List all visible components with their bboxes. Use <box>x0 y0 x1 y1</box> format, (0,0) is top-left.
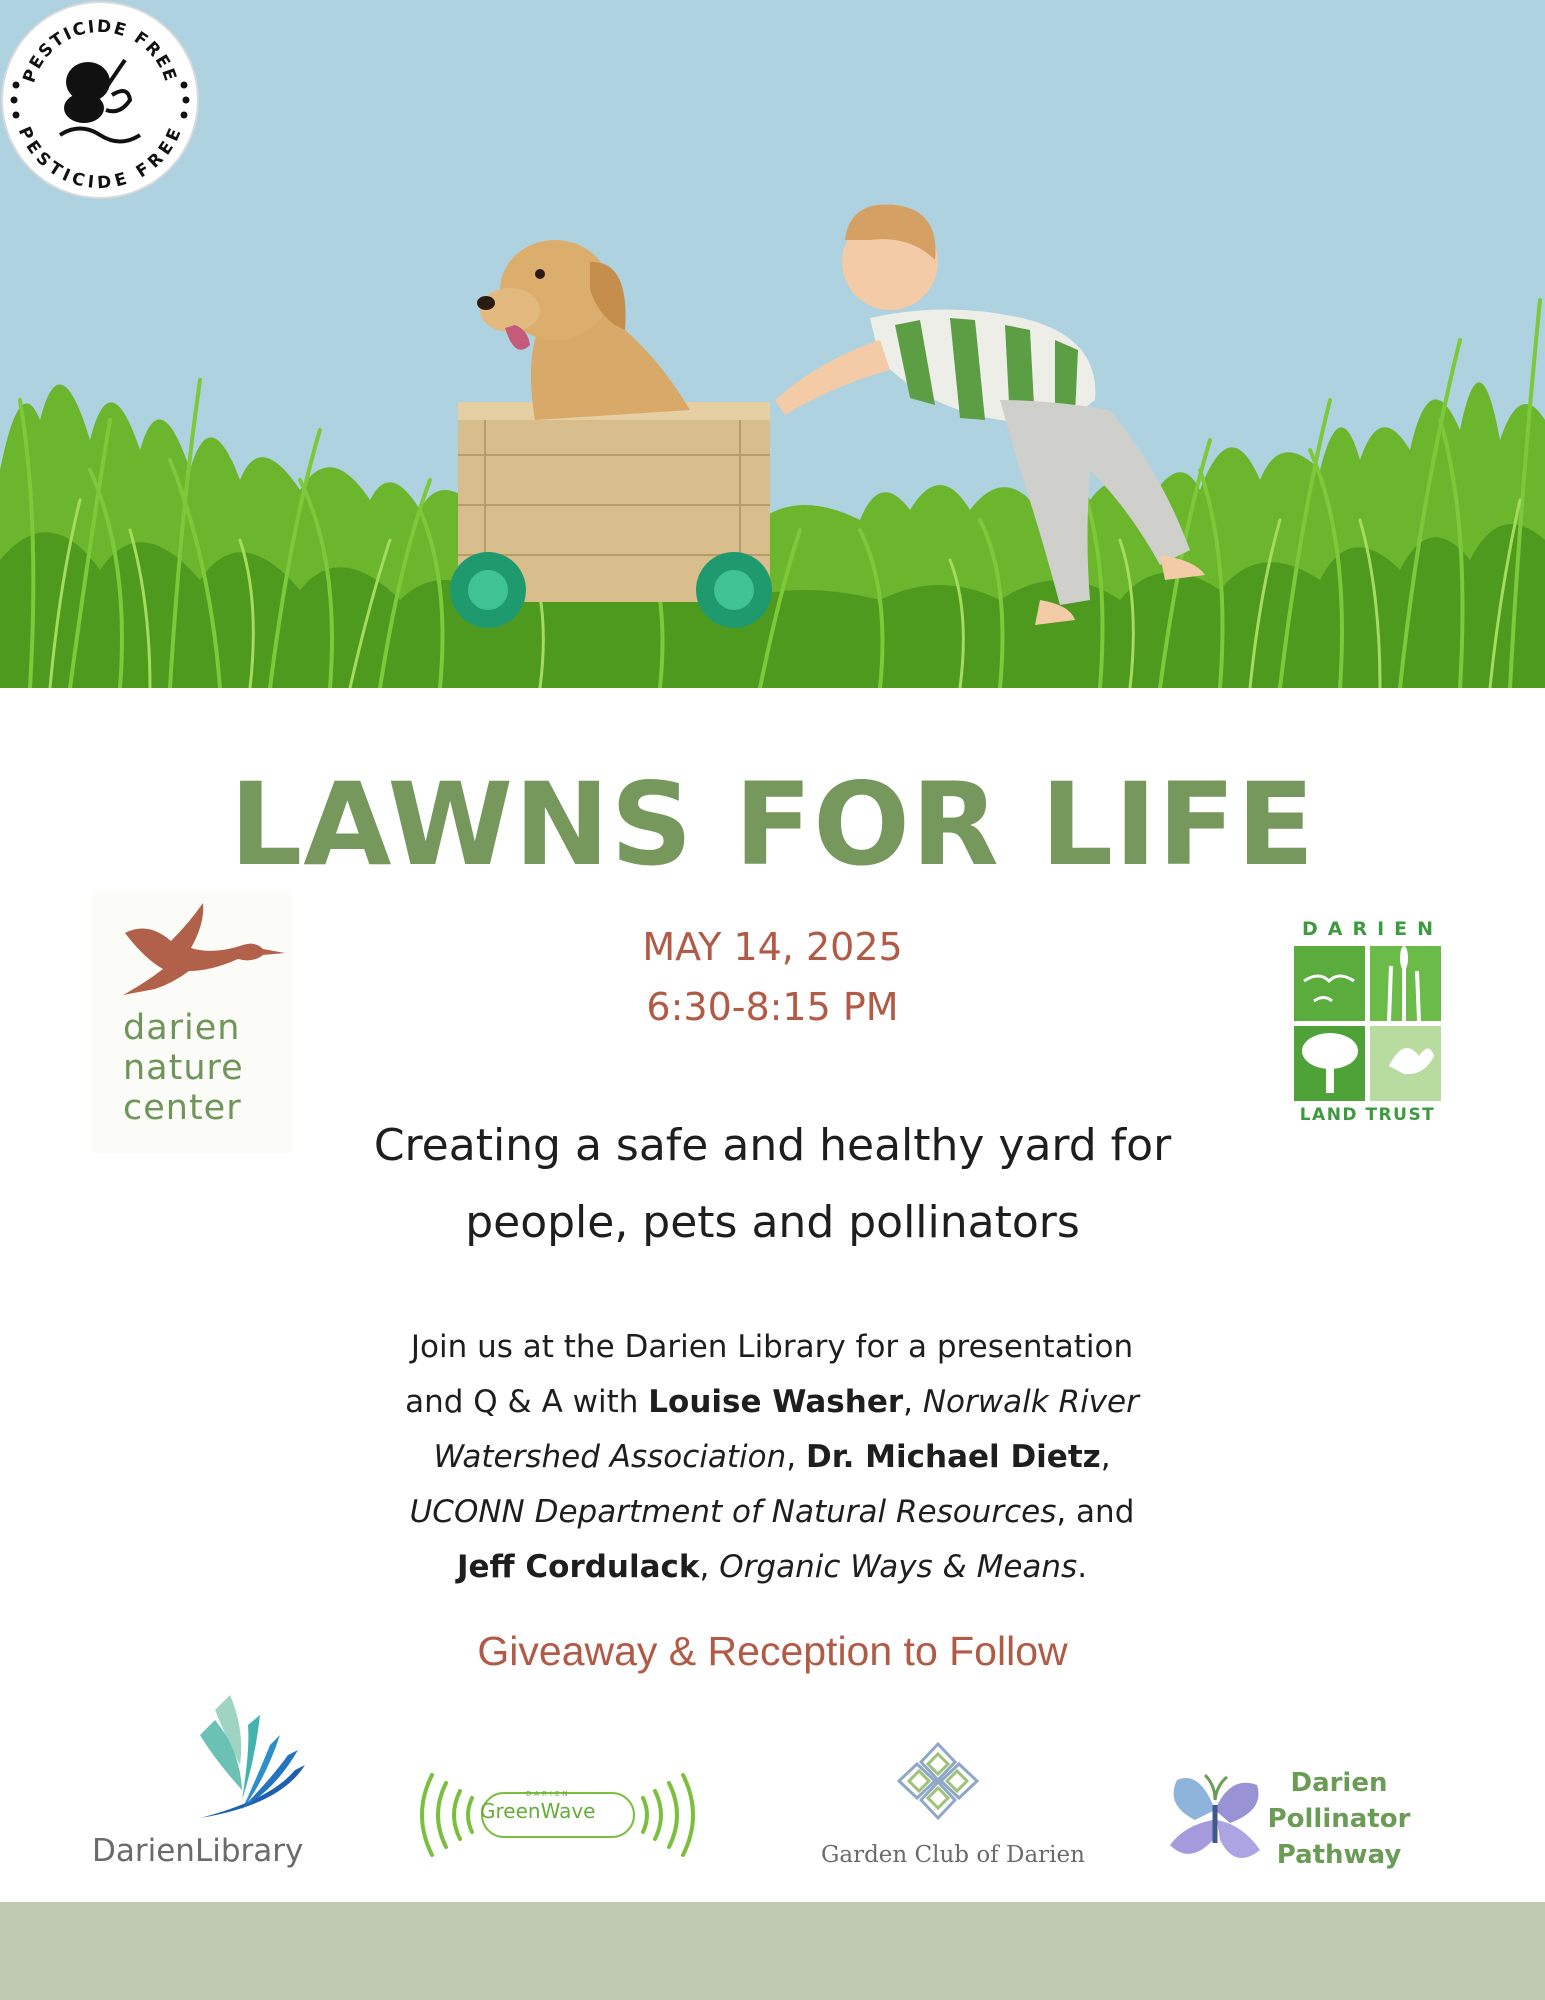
darien-library-name: DarienLibrary <box>92 1833 304 1869</box>
description-line5: Jeff Cordulack, Organic Ways & Means. <box>456 1549 1088 1585</box>
dnc-line1: darien <box>123 1008 241 1048</box>
pesticide-free-badge <box>0 0 200 200</box>
org-organic-ways: Organic Ways & Means <box>719 1549 1078 1585</box>
event-date: MAY 14, 2025 <box>642 925 903 969</box>
description-line1: Join us at the Darien Library for a presentation <box>410 1329 1134 1365</box>
badge-top-text: PESTICIDE FREE <box>19 16 181 86</box>
dlt-bottom-text: LAND TRUST <box>1299 1105 1436 1125</box>
pollinator-line3: Pathway <box>1276 1840 1402 1870</box>
hero-image <box>0 0 1545 688</box>
dnc-line2: nature <box>123 1048 244 1088</box>
greenwave-name: GreenWave <box>480 1799 596 1823</box>
event-description <box>372 1320 1172 1595</box>
speaker-michael-dietz: Dr. Michael Dietz <box>806 1439 1101 1475</box>
speaker-louise-washer: Louise Washer <box>648 1384 904 1420</box>
tagline-line2: people, pets and pollinators <box>465 1197 1080 1248</box>
darien-library-logo-icon <box>170 1690 310 1830</box>
org-uconn: UCONN Department of Natural Resources <box>409 1494 1057 1530</box>
footer-bar <box>0 1902 1545 2000</box>
description-line4: UCONN Department of Natural Resources, and <box>409 1494 1135 1530</box>
description-line3: Watershed Association, Dr. Michael Dietz, <box>433 1439 1111 1475</box>
pollinator-line2: Pollinator <box>1267 1804 1411 1834</box>
dnc-line3: center <box>123 1088 242 1128</box>
tagline-line1: Creating a safe and healthy yard for <box>373 1120 1172 1171</box>
darien-nature-center-logo <box>93 893 291 1153</box>
giveaway-note: Giveaway & Reception to Follow <box>477 1628 1068 1674</box>
greenwave-darien-label: DARIEN <box>526 1790 571 1798</box>
badge-bottom-text: PESTICIDE FREE <box>13 123 187 194</box>
speaker-jeff-cordulack: Jeff Cordulack <box>456 1549 700 1585</box>
pollinator-butterfly-icon <box>1165 1765 1265 1875</box>
garden-club-name: Garden Club of Darien <box>821 1842 1085 1868</box>
garden-club-emblem-icon <box>895 1740 981 1822</box>
org-norwalk-river: Norwalk River <box>922 1384 1139 1420</box>
heron-icon <box>93 893 291 1003</box>
dlt-top-text: DARIEN <box>1301 918 1444 940</box>
event-time: 6:30-8:15 PM <box>646 985 899 1029</box>
pollinator-line1: Darien <box>1290 1768 1388 1798</box>
description-line2: and Q & A with Louise Washer, Norwalk River <box>405 1384 1139 1420</box>
hero-illustration <box>0 0 1545 688</box>
land-trust-emblem-icon <box>1294 946 1441 1101</box>
event-title: LAWNS FOR LIFE <box>229 758 1316 891</box>
org-watershed-association: Watershed Association <box>433 1439 787 1475</box>
darien-land-trust-logo <box>1290 918 1445 1128</box>
